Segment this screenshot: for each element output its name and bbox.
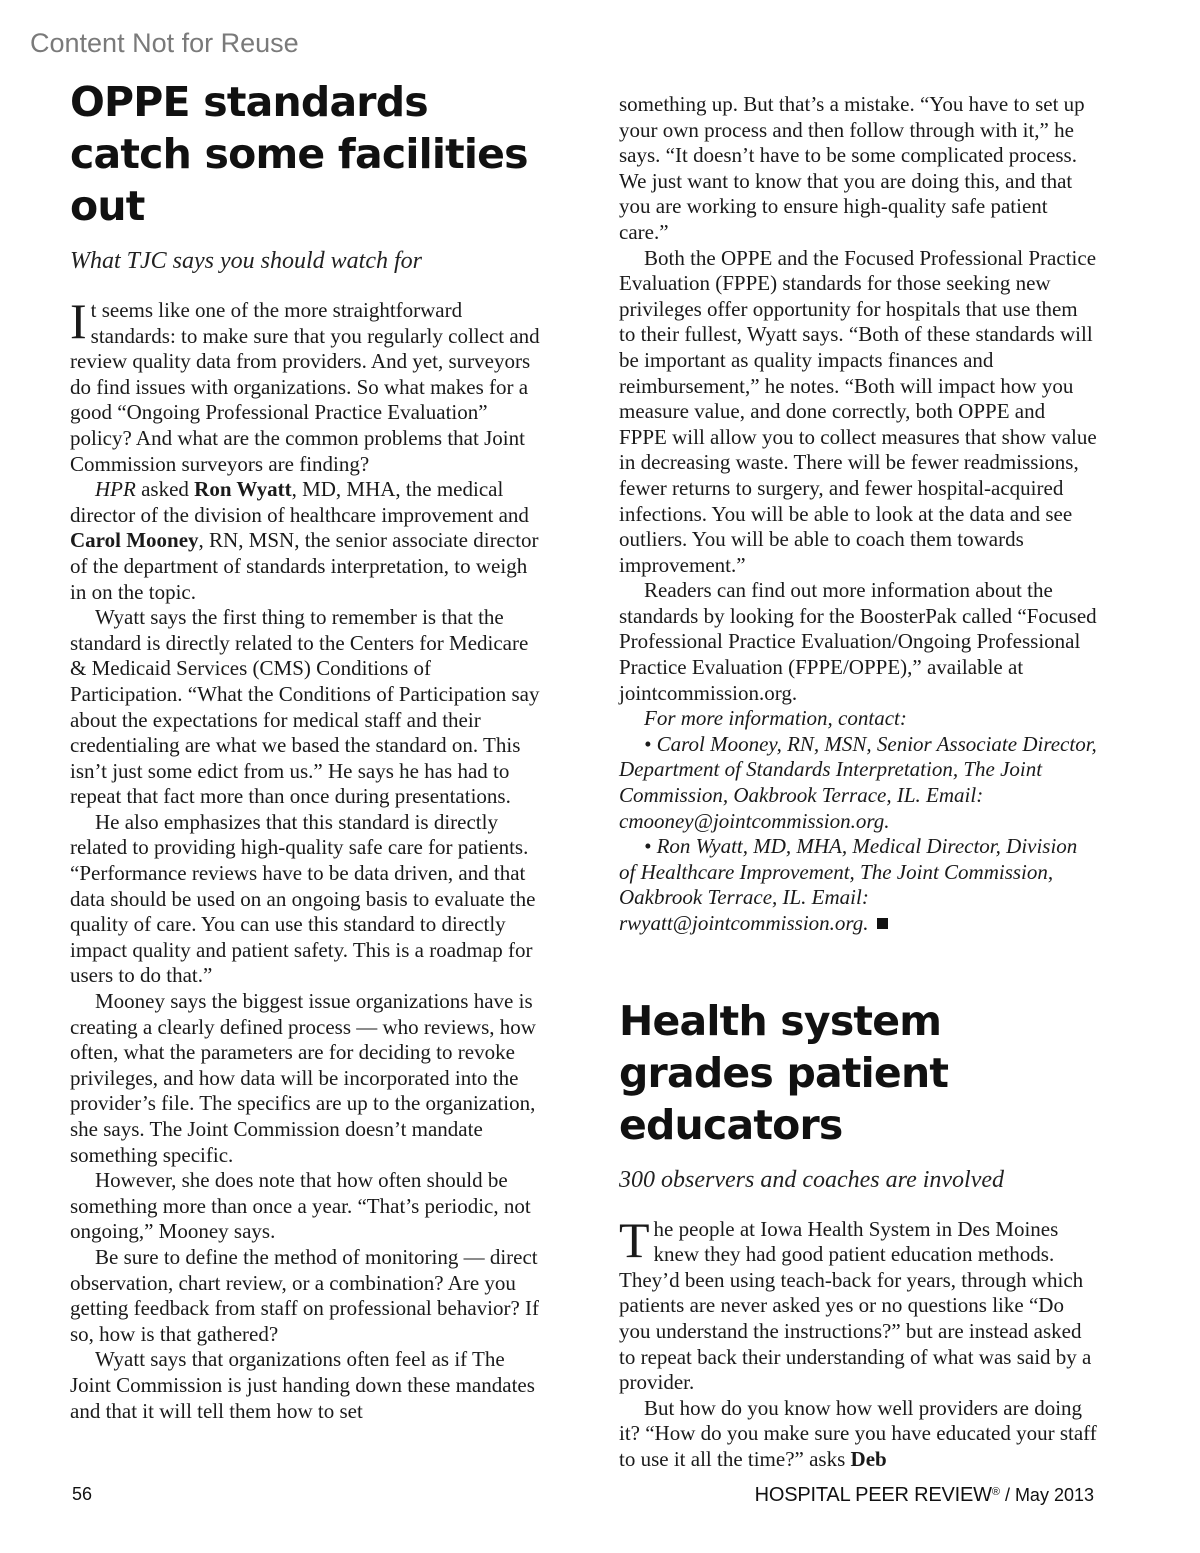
article-paragraph: He also emphasizes that this standard is directly related to providing high-quality safe care for patients. “Performance reviews have to be data driven, and that data should be used on an ongoing basis to evaluate the quality of care. You can use this standard to directly impact quality and patient safety. This is a roadmap for users to do that.” bbox=[70, 809, 536, 988]
article-paragraph: Be sure to define the method of monitoring — direct observation, chart review, or a combination? Are you getting feedback from staff on professional behavior? If so, how is that gathered? bbox=[70, 1244, 540, 1346]
article-paragraph bbox=[619, 1211, 1097, 1396]
publication-name: HPR bbox=[95, 477, 136, 502]
paragraph-text: , MD, MHA, the medical director of the division of healthcare improvement and bbox=[70, 477, 529, 527]
article-paragraph: Wyatt says the first thing to remember is that the standard is directly related to the Centers for Medicare & Medicaid Services (CMS) Conditions of Participation. “What the Conditions of Participation say about the expectations for medical staff and their credentialing are what we based the standard on. This isn’t just some edict from us.” He says he has had to repeat that fact more than once during presentations. bbox=[70, 605, 540, 809]
end-of-article-icon bbox=[877, 918, 888, 929]
right-column bbox=[619, 92, 1097, 1473]
article-paragraph bbox=[619, 1396, 1097, 1473]
article-deck: 300 observers and coaches are involved bbox=[619, 1166, 1005, 1193]
contact-heading: For more information, contact: bbox=[644, 706, 907, 731]
contact-entry bbox=[619, 834, 1097, 936]
contact-entry: • Carol Mooney, RN, MSN, Senior Associate Director, Department of Standards Interpretation, The Joint Commission, Oakbrook Terrace, IL. Email: cmooney@jointcommission.org. bbox=[619, 731, 1097, 833]
drop-cap: I bbox=[70, 293, 87, 349]
paragraph-text: t seems like one of the more straightforward standards: to make sure that you regularly collect and review quality data from providers. And yet, surveyors do find issues with organizations. So what makes for a good “Ongoing Professional Practice Evaluation” policy? And what are the common problems that Joint Commission surveyors are finding? bbox=[70, 298, 540, 476]
paragraph-text: , RN, MSN, the senior associate director of the department of standards interpretation, to weigh in on the topic. bbox=[70, 528, 539, 604]
article-paragraph: However, she does note that how often should be something more than once a year. “That’s periodic, not ongoing,” Mooney says. bbox=[70, 1168, 531, 1244]
person-name: Ron Wyatt bbox=[194, 477, 292, 502]
watermark-text: Content Not for Reuse bbox=[30, 28, 299, 58]
running-footer bbox=[755, 1484, 1094, 1507]
paragraph-text: asked bbox=[135, 477, 195, 502]
left-column bbox=[70, 76, 548, 1424]
article-paragraph: Both the OPPE and the Focused Professional Practice Evaluation (FPPE) standards for those seeking new privileges offer opportunity for hospitals that use them to their fullest, Wyatt says. “Both of these standards will be important as quality impacts finances and reimbursement,” he notes. “Both will impact how you measure value, and done correctly, both OPPE and FPPE will allow you to collect measures that show value in decreasing waste. There will be fewer readmissions, fewer returns to surgery, and fewer hospital-acquired infections. You will be able to look at the data and see outliers. You will be able to coach them towards improvement.” bbox=[619, 245, 1097, 577]
person-name: Deb bbox=[850, 1446, 887, 1471]
article-paragraph: Wyatt says that organizations often feel as if The Joint Commission is just handing down these mandates and that it will tell them how to set bbox=[70, 1347, 535, 1423]
page-number: 56 bbox=[72, 1484, 93, 1504]
article-paragraph bbox=[70, 477, 548, 605]
paragraph-text: he people at Iowa Health System in Des Moines knew they had good patient education methods. They’d been using teach-back for years, through which patients are never asked yes or no questions like “Do you understand the instructions?” but are instead asked to repeat back their understanding of what was said by a provider. bbox=[619, 1216, 1092, 1395]
article-headline: OPPE standards catch some facilities out bbox=[70, 78, 528, 230]
contact-text: • Ron Wyatt, MD, MHA, Medical Director, Division of Healthcare Improvement, The Joint Commission, Oakbrook Terrace, IL. Email: rwyatt@jointcommission.org. bbox=[619, 834, 1078, 935]
article-paragraph bbox=[70, 293, 548, 477]
publication-title: HOSPITAL PEER REVIEW bbox=[754, 1484, 992, 1506]
drop-cap: T bbox=[619, 1211, 650, 1268]
article-deck: What TJC says you should watch for bbox=[70, 248, 422, 274]
article-paragraph: something up. But that’s a mistake. “You have to set up your own process and then follow through with it,” he says. “It doesn’t have to be some complicated process. We just want to know that you are doing this, and that you are working to ensure high-quality safe patient care.” bbox=[619, 92, 1085, 244]
registered-mark: ® bbox=[991, 1486, 1000, 1498]
article-paragraph: Mooney says the biggest issue organizations have is creating a clearly defined process — who reviews, how often, what the parameters are for deciding to revoke privileges, and how data will be incorporated into the provider’s file. The specifics are up to the organization, she says. The Joint Commission doesn’t mandate something specific. bbox=[70, 989, 536, 1167]
person-name: Carol Mooney bbox=[70, 528, 199, 553]
paragraph-text: But how do you know how well providers are doing it? “How do you make sure you have educated your staff to use it all the time?” asks bbox=[619, 1395, 1097, 1471]
second-article bbox=[619, 995, 1097, 1473]
article-paragraph: Readers can find out more information about the standards by looking for the BoosterPak called “Focused Professional Practice Evaluation/Ongoing Professional Practice Evaluation (FPPE/OPPE),” available at jointcommission.org. bbox=[619, 578, 1097, 705]
issue-date: / May 2013 bbox=[999, 1485, 1094, 1505]
article-headline: Health system grades patient educators bbox=[619, 996, 949, 1149]
